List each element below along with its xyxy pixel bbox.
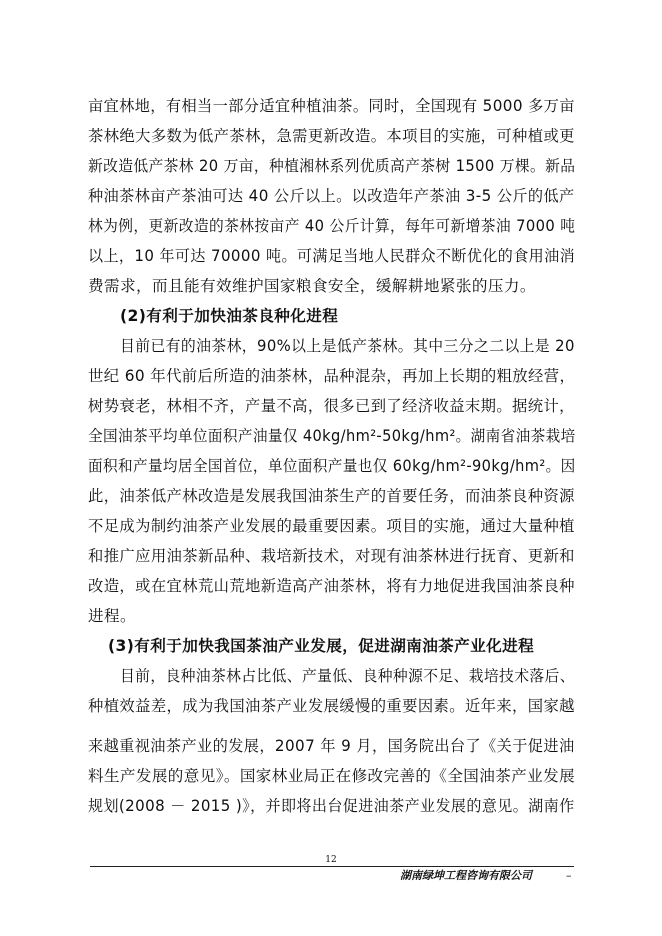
text-line: 面积和产量均居全国首位，单位面积产量也仅 60kg/hm²-90kg/hm²。因 (88, 457, 576, 475)
text-line: 茶林绝大多数为低产茶林，急需更新改造。本项目的实施，可种植或更 (88, 127, 575, 145)
text-line: 林为例，更新改造的茶林按亩产 40 公斤计算，每年可新增茶油 7000 吨 (88, 217, 576, 235)
text-line: 种植效益差，成为我国油茶产业发展缓慢的重要因素。近年来，国家越 (88, 697, 575, 715)
text-line: 此，油茶低产林改造是发展我国油茶生产的首要任务，而油茶良种资源 (88, 487, 575, 505)
text-line: 新改造低产茶林 20 万亩，种植湘林系列优质高产茶树 1500 万棵。新品 (88, 157, 576, 175)
text-line: 来越重视油茶产业的发展，2007 年 9 月，国务院出台了《关于促进油 (88, 737, 575, 755)
text-line: 改造，或在宜林荒山荒地新造高产油茶林，将有力地促进我国油茶良种 (88, 577, 575, 595)
text-line: 全国油茶平均单位面积产油量仅 40kg/hm²-50kg/hm²。湖南省油茶栽培 (88, 427, 576, 445)
text-line: 以上，10 年可达 70000 吨。可满足当地人民群众不断优化的食用油消 (88, 247, 576, 265)
text-line: 目前已有的油茶林，90%以上是低产茶林。其中三分之二以上是 20 (120, 337, 575, 355)
text-line: 亩宜林地，有相当一部分适宜种植油茶。同时，全国现有 5000 多万亩 (88, 97, 575, 115)
footer-rule (90, 866, 574, 867)
text-line: 种油茶林亩产茶油可达 40 公斤以上。以改造年产茶油 3-5 公斤的低产 (88, 187, 575, 205)
text-line: 费需求，而且能有效维护国家粮食安全，缓解耕地紧张的压力。 (88, 277, 536, 295)
text-line: 不足成为制约油茶产业发展的最重要因素。项目的实施，通过大量种植 (88, 517, 575, 535)
text-line: 树势衰老，林相不齐，产量不高，很多已到了经济收益末期。据统计， (88, 397, 575, 415)
text-line: 和推广应用油茶新品种、栽培新技术，对现有油茶林进行抚育、更新和 (88, 547, 575, 565)
footer-dash: – (566, 869, 572, 882)
text-line: 料生产发展的意见》。国家林业局正在修改完善的《全国油茶产业发展 (88, 767, 576, 785)
text-line: 世纪 60 年代前后所造的油茶林，品种混杂，再加上长期的粗放经营， (88, 367, 576, 385)
text-line: 进程。 (88, 607, 136, 625)
text-line: 规划(2008 － 2015 )》，并即将出台促进油茶产业发展的意见。湖南作 (88, 797, 575, 815)
section-heading: (3)有利于加快我国茶油产业发展，促进湖南油茶产业化进程 (108, 637, 535, 655)
page-number: 12 (325, 855, 337, 865)
section-heading: (2)有利于加快油茶良种化进程 (120, 307, 339, 325)
footer-company: 湖南绿坤工程咨询有限公司 (400, 869, 532, 882)
text-line: 目前，良种油茶林占比低、产量低、良种种源不足、栽培技术落后、 (120, 667, 575, 685)
